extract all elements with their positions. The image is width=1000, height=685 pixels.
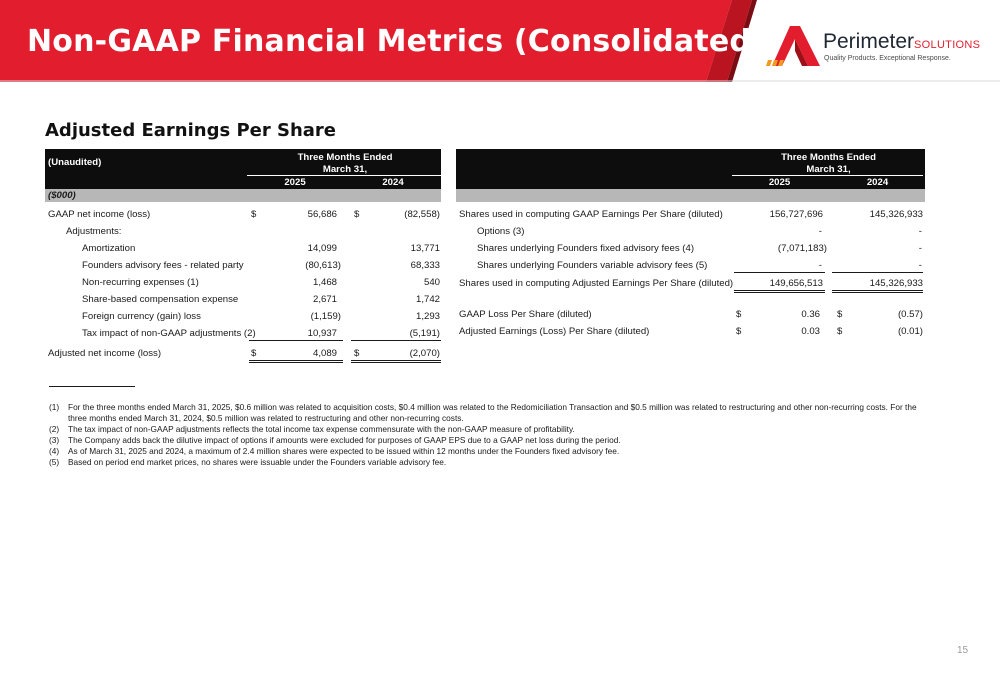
row-label: Founders advisory fees - related party (82, 260, 244, 271)
footnote-divider (49, 386, 135, 387)
value-2025: (80,613) (305, 260, 341, 271)
currency-symbol: $ (736, 326, 742, 337)
logo-mark-icon (766, 24, 822, 70)
row-label: Amortization (82, 243, 136, 254)
table-row (456, 275, 925, 292)
adjusted-eps-table (456, 149, 925, 340)
value-2025: 14,099 (307, 243, 337, 254)
row-label: GAAP Loss Per Share (diluted) (459, 309, 592, 320)
table-row (45, 240, 441, 257)
currency-symbol: $ (837, 326, 843, 337)
table-row (45, 291, 441, 308)
subtotal-rule (249, 340, 343, 341)
row-label: Adjusted Earnings (Loss) Per Share (diluted) (459, 326, 650, 337)
value-2024: 1,742 (415, 294, 440, 305)
value-2025: 4,089 (312, 348, 337, 359)
footnote-text: For the three months ended March 31, 2025, $0.6 million was related to acquisition costs, $0.4 million was related to the Redomiciliation Transaction and $0.5 million was related to restructuring and other non-recurring costs. For the three months ended March 31, 2024, $0.5 million was related to restructuring and other non-recurring costs. (68, 402, 917, 423)
footnote-text: The Company adds back the dilutive impact of options if amounts were excluded for purposes of GAAP EPS due to a GAAP net loss during the period. (68, 434, 621, 445)
currency-symbol: $ (354, 348, 360, 359)
table-row (45, 274, 441, 291)
row-label: Share-based compensation expense (82, 294, 239, 305)
value-2024: 145,326,933 (869, 278, 923, 289)
row-label: Adjusted net income (loss) (48, 348, 162, 359)
currency-symbol: $ (251, 348, 257, 359)
subtotal-rule (832, 272, 923, 273)
value-2025: 149,656,513 (769, 278, 823, 289)
value-2025: - (818, 226, 822, 237)
table-row (456, 257, 925, 274)
subtotal-rule (734, 272, 825, 273)
value-2024: - (918, 243, 922, 254)
value-2025: - (818, 260, 822, 271)
currency-symbol: $ (736, 309, 742, 320)
slide-title: Non-GAAP Financial Metrics (Consolidated) (27, 24, 766, 59)
row-label: Foreign currency (gain) loss (82, 311, 201, 322)
logo-tagline: Quality Products. Exceptional Response. (824, 55, 951, 62)
value-2025: 2,671 (312, 294, 337, 305)
period-header-line1: Three Months Ended (297, 152, 393, 163)
value-2025: 10,937 (307, 328, 337, 339)
value-2024: 145,326,933 (869, 209, 923, 220)
footnote-item (49, 435, 919, 446)
value-2025: 156,727,696 (769, 209, 823, 220)
year-2024: 2024 (866, 177, 889, 188)
page-number: 15 (957, 645, 969, 656)
total-double-rule (832, 290, 923, 293)
value-2024: (0.57) (897, 309, 923, 320)
table-header (456, 149, 925, 177)
logo-brand-suffix: SOLUTIONS (914, 39, 981, 51)
year-2024: 2024 (382, 177, 404, 188)
footnote-mark: (5) (49, 456, 60, 467)
unaudited-label: (Unaudited) (48, 157, 102, 168)
value-2025: 0.03 (801, 326, 820, 337)
row-label: Shares underlying Founders variable advisory fees (5) (477, 260, 708, 271)
table-row (45, 257, 441, 274)
company-logo (766, 24, 981, 70)
footnote-mark: (1) (49, 402, 60, 412)
logo-brand-name: Perimeter (823, 30, 915, 53)
currency-symbol: $ (354, 209, 360, 220)
row-label: Shares used in computing GAAP Earnings Per Share (diluted) (459, 209, 723, 220)
footnote-item (49, 424, 919, 435)
value-2025: 0.36 (801, 309, 820, 320)
value-2024: 13,771 (410, 243, 440, 254)
table-row (45, 223, 441, 240)
currency-symbol: $ (837, 309, 843, 320)
adjusted-net-income-table (45, 149, 441, 362)
table-row (456, 223, 925, 240)
total-double-rule (734, 290, 825, 293)
row-label: Adjustments: (66, 226, 122, 237)
footnote-mark: (3) (49, 434, 60, 445)
row-label: Options (3) (477, 226, 525, 237)
subtotal-rule (351, 340, 441, 341)
value-2024: (5,191) (409, 328, 440, 339)
value-2025: (7,071,183) (777, 243, 827, 254)
table-row (456, 306, 925, 323)
total-double-rule (351, 360, 441, 363)
value-2024: - (918, 260, 922, 271)
footnote-text: As of March 31, 2025 and 2024, a maximum of 2.4 million shares were expected to be issued within 12 months under the Founders fixed advisory fee. (68, 445, 620, 456)
logo-brand (823, 30, 980, 54)
table-header (45, 149, 441, 177)
value-2024: (2,070) (409, 348, 440, 359)
row-label: Shares used in computing Adjusted Earnings Per Share (diluted) (459, 278, 734, 289)
year-header (456, 177, 925, 189)
year-header (45, 177, 441, 189)
period-header-line1: Three Months Ended (781, 152, 876, 163)
value-2024: 68,333 (410, 260, 440, 271)
table-row-total (45, 345, 441, 362)
table-row (456, 240, 925, 257)
period-header-line2: March 31, (806, 164, 851, 175)
footnote-mark: (2) (49, 423, 60, 434)
value-2025: 1,468 (312, 277, 337, 288)
footnote-text: The tax impact of non-GAAP adjustments reflects the total income tax expense commensurate with the non-GAAP measure of profitability. (68, 423, 575, 434)
footnote-item (49, 457, 919, 468)
footnote-mark: (4) (49, 445, 60, 456)
row-label: GAAP net income (loss) (48, 209, 151, 220)
row-label: Tax impact of non-GAAP adjustments (2) (82, 328, 256, 339)
section-title: Adjusted Earnings Per Share (45, 120, 337, 141)
period-header-line2: March 31, (322, 164, 368, 175)
currency-symbol: $ (251, 209, 257, 220)
total-double-rule (249, 360, 343, 363)
value-2024: (82,558) (404, 209, 440, 220)
table-row (45, 325, 441, 342)
value-2024: (0.01) (897, 326, 923, 337)
row-label: Shares underlying Founders fixed advisory fees (4) (477, 243, 695, 254)
value-2024: 1,293 (415, 311, 440, 322)
value-2024: - (918, 226, 922, 237)
year-2025: 2025 (284, 177, 306, 188)
units-subheader (456, 189, 925, 202)
units-label: ($000) (48, 190, 76, 201)
table-row (456, 323, 925, 340)
row-label: Non-recurring expenses (1) (82, 277, 199, 288)
footnotes (49, 402, 919, 468)
footnote-text: Based on period end market prices, no shares were issuable under the Founders variable advisory fee. (68, 456, 447, 467)
table-row (45, 206, 441, 223)
value-2024: 540 (423, 277, 440, 288)
units-subheader (45, 189, 441, 202)
year-2025: 2025 (768, 177, 791, 188)
footnote-item (49, 402, 919, 423)
value-2025: 56,686 (307, 209, 337, 220)
footnote-item (49, 446, 919, 457)
value-2025: (1,159) (310, 311, 341, 322)
table-row (45, 308, 441, 325)
table-row (456, 206, 925, 223)
